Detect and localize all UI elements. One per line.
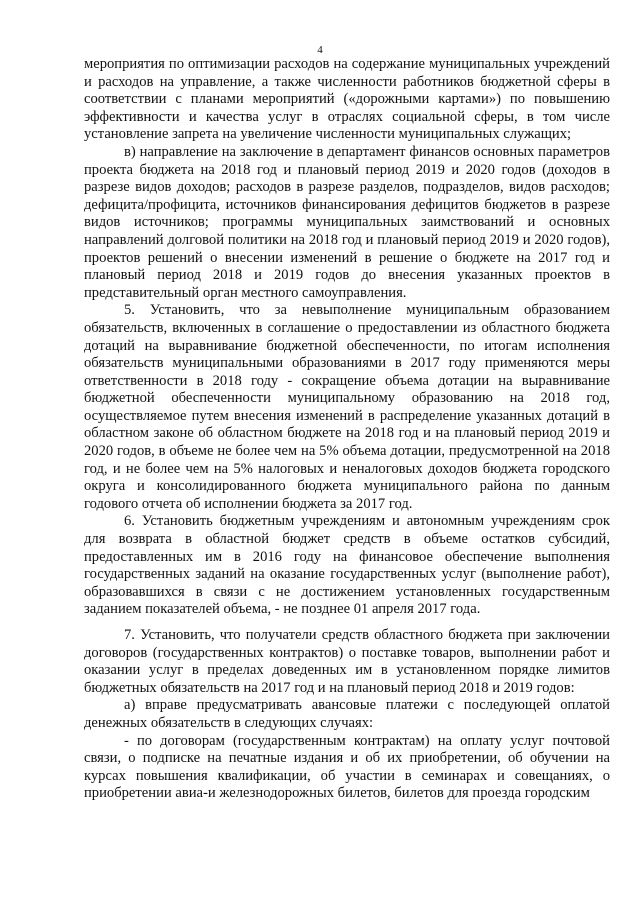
paragraph-item-7: 7. Установить, что получатели средств областного бюджета при заключении договоров (государственных контрактов) о поставке товаров, выполнении работ и оказании услуг в пределах доведенных им в установленном порядке лимитов бюджетных обязательств на 2017 год и на плановый период 2018 и 2019 годов: xyxy=(84,627,610,696)
paragraph-continuation: мероприятия по оптимизации расходов на содержание муниципальных учреждений и расходов на управление, а также численности работников бюджетной сферы в соответствии с планами мероприятий («дорожными картами») по повышению эффективности и качества услуг в отраслях социальной сферы, в том числе установление запрета на увеличение численности муниципальных служащих; xyxy=(84,56,610,143)
paragraph-item-v: в) направление на заключение в департамент финансов основных параметров проекта бюджета на 2018 год и плановый период 2019 и 2020 годов (доходов в разрезе видов доходов; расходов в разрезе разделов, подразделов, видов расходов; дефицита/профицита, источников финансирования дефицитов бюджетов в разрезе видов источников; программы муниципальных заимствований и основных направлений долговой политики на 2018 год и плановый период 2019 и 2020 годов), проектов решений о внесении изменений в решение о бюджете на 2017 год и плановый период 2018 и 2019 годов до внесения указанных проектов в представительный орган местного самоуправления. xyxy=(84,143,610,301)
paragraph-item-5: 5. Установить, что за невыполнение муниципальным образованием обязательств, включенных в соглашение о предоставлении из областного бюджета дотаций на выравнивание бюджетной обеспеченности, по итогам исполнения обязательств муниципальными образованиями в 2017 году применяются меры ответственности в 2018 году - сокращение объема дотации на выравнивание бюджетной обеспеченности муниципальному образованию на 2018 год, осуществляемое путем внесения изменений в распределение указанных дотаций в областном законе об областном бюджете на 2018 год и на плановый период 2019 и 2020 годов, в объеме не более чем на 5% объема дотации, предусмотренной на 2018 год, и не более чем на 5% налоговых и неналоговых доходов бюджета городского округа и консолидированного бюджета муниципального района по данным годового отчета об исполнении бюджета за 2017 год. xyxy=(84,302,610,512)
document-body xyxy=(84,56,610,803)
page-number: 4 xyxy=(317,44,323,56)
paragraph-item-dash: - по договорам (государственным контрактам) на оплату услуг почтовой связи, о подписке на печатные издания и об их приобретении, об обучении на курсах повышения квалификации, об участии в семинарах и совещаниях, о приобретении авиа-и железнодорожных билетов, билетов для проезда городским xyxy=(84,732,610,802)
paragraph-item-a: а) вправе предусматривать авансовые платежи с последующей оплатой денежных обязательств в следующих случаях: xyxy=(84,697,610,731)
paragraph-item-6: 6. Установить бюджетным учреждениям и автономным учреждениям срок для возврата в областной бюджет средств в объеме остатков субсидий, предоставленных им в 2016 году на финансовое обеспечение выполнения государственных заданий на оказание государственных услуг (выполнение работ), образовавшихся в связи с не достижением установленных государственным заданием показателей объема, - не позднее 01 апреля 2017 года. xyxy=(84,513,610,618)
